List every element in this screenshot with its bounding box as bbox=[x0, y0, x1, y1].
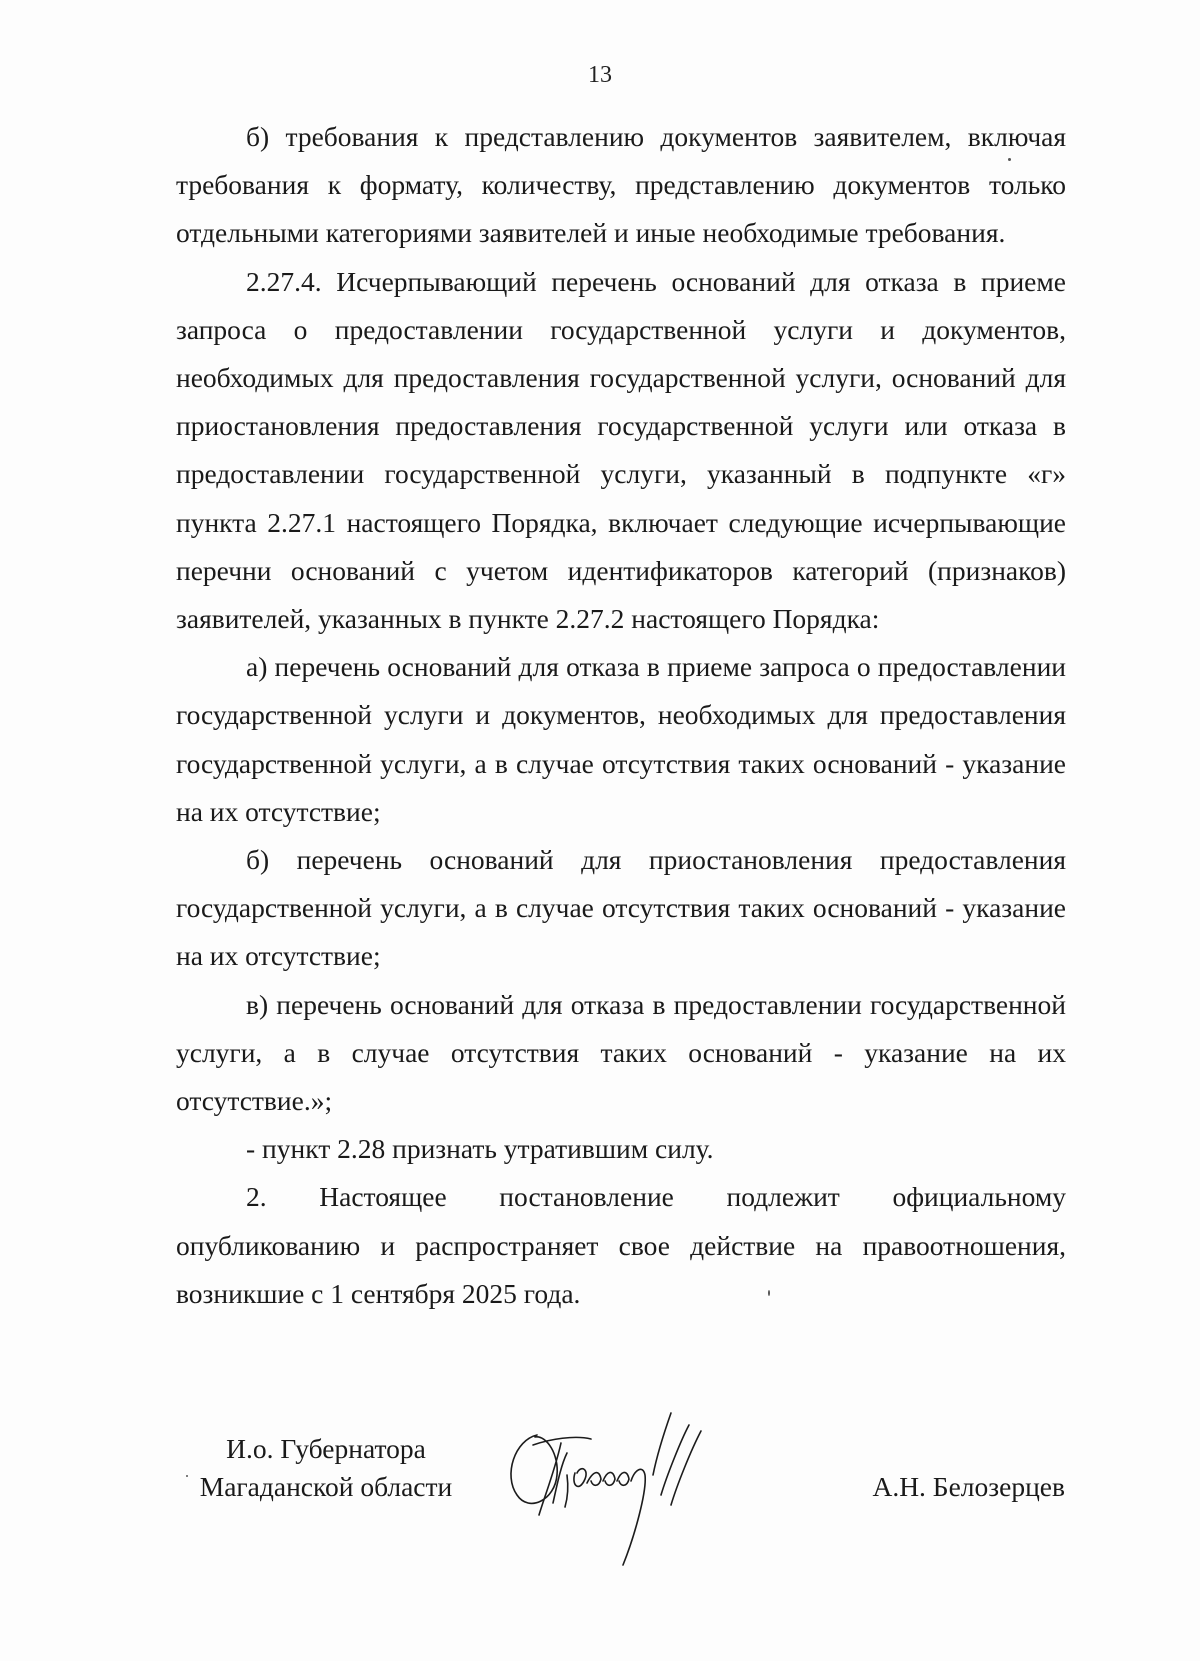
paragraph-list-b: б) перечень оснований для приостановления предоставления государственной услуги, а в случае отсутствия таких оснований - указание на их отсутствие; bbox=[176, 844, 1066, 972]
document-body bbox=[176, 113, 1066, 1318]
signatory-position bbox=[176, 1430, 476, 1506]
handwritten-signature bbox=[495, 1395, 735, 1585]
signatory-name: А.Н. Белозерцев bbox=[872, 1471, 1065, 1502]
scan-speck bbox=[186, 1475, 188, 1477]
scan-speck bbox=[768, 1290, 770, 1296]
signature-block bbox=[0, 1420, 1200, 1600]
paragraph-list-v: в) перечень оснований для отказа в предоставлении государственной услуги, а в случае отсутствия таких оснований - указание на их отсутствие.»; bbox=[176, 988, 1066, 1117]
paragraph-2-28-repeal: - пункт 2.28 признать утратившим силу. bbox=[246, 1133, 714, 1165]
paragraph-requirements-b: б) требования к представлению документов заявителем, включая требования к формату, количеству, представлению документов только отдельными категориями заявителей и иные необходимые требования. bbox=[176, 121, 1066, 249]
paragraph-2-27-4: 2.27.4. Исчерпывающий перечень оснований для отказа в приеме запроса о предоставлении государственной услуги и документов, необходимых для предоставления государственной услуги, оснований для приостановления предоставления государственной услуги или отказа в предоставлении государственной услуги, указанный в подпункте «г» пункта 2.27.1 настоящего Порядка, включает следующие исчерпывающие перечни оснований с учетом идентификаторов категорий (признаков) заявителей, указанных в пункте 2.27.2 настоящего Порядка: bbox=[176, 265, 1066, 635]
paragraph-list-a: а) перечень оснований для отказа в приеме запроса о предоставлении государственной услуги и документов, необходимых для предоставления государственной услуги, а в случае отсутствия таких оснований - указание на их отсутствие; bbox=[176, 651, 1066, 827]
paragraph-2-publication: 2. Настоящее постановление подлежит официальному опубликованию и распространяет свое действие на правоотношения, возникшие с 1 сентября 2025 года. bbox=[176, 1181, 1066, 1309]
signatory-position-line2: Магаданской области bbox=[199, 1471, 453, 1502]
scan-speck bbox=[1008, 158, 1011, 161]
signatory-position-line1: И.о. Губернатора bbox=[226, 1433, 426, 1464]
page-number: 13 bbox=[588, 62, 612, 88]
